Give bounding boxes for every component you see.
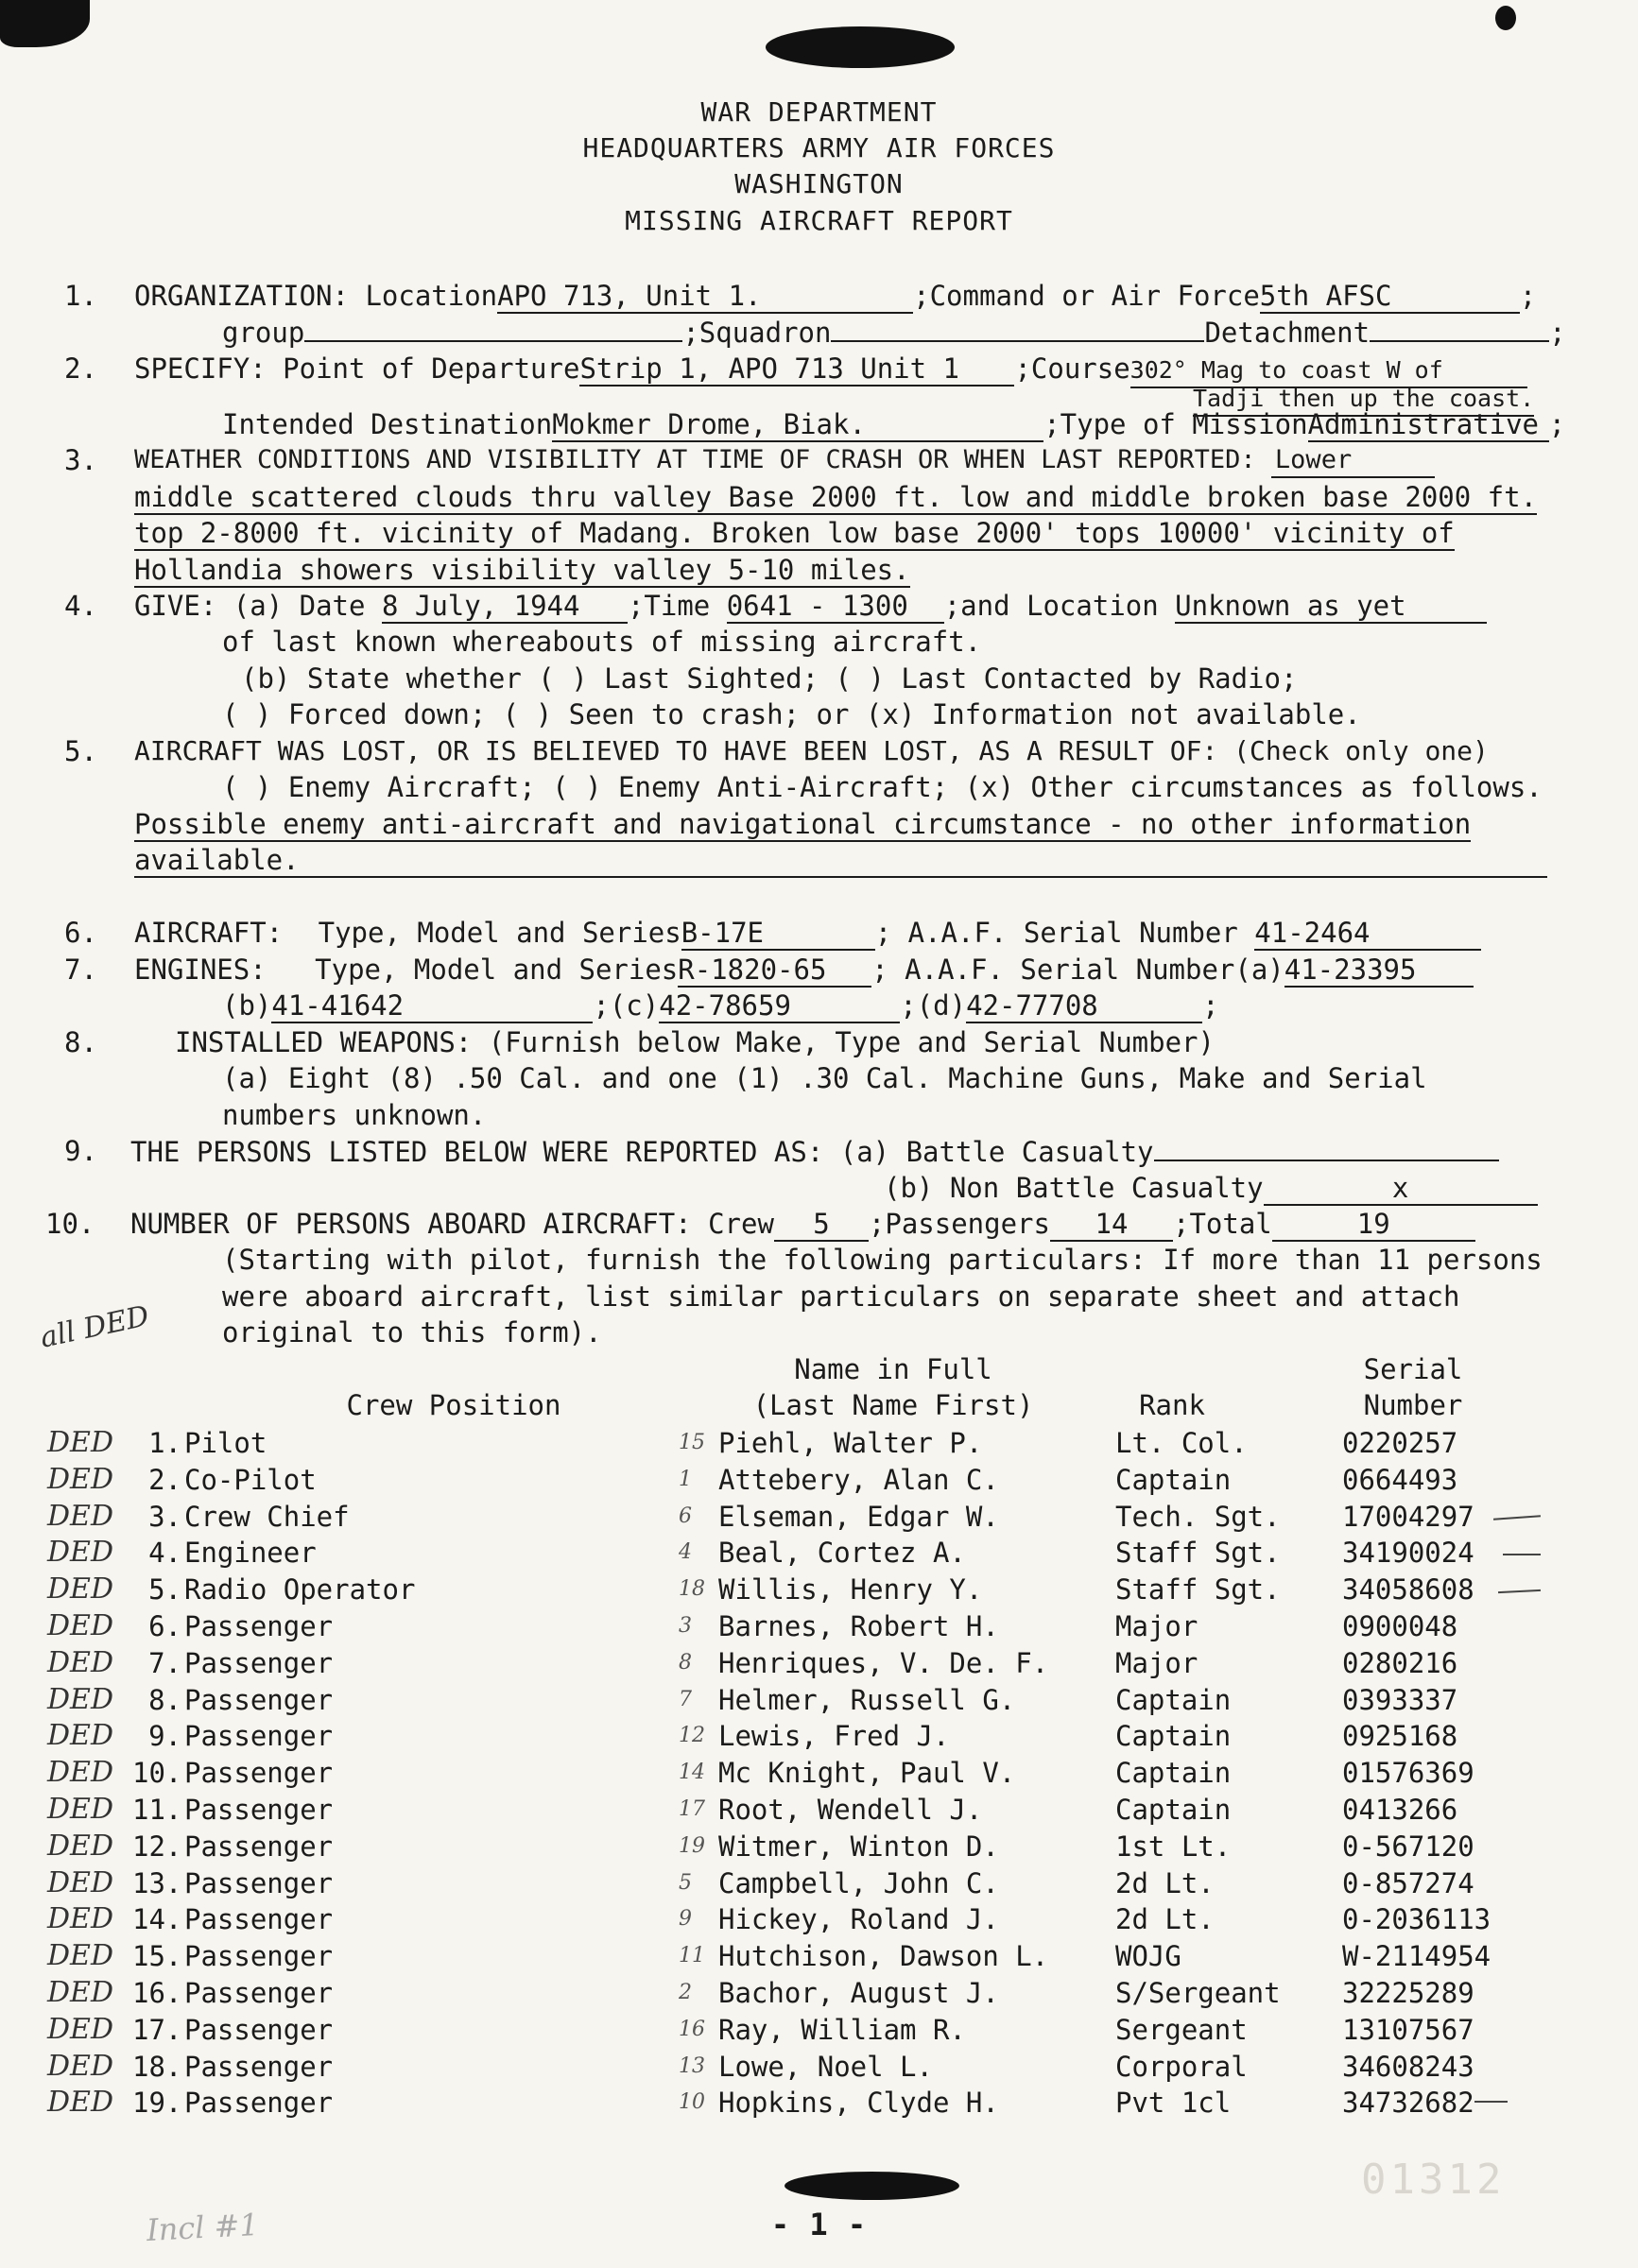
margin-note-all-ded: all DED xyxy=(37,1299,152,1355)
crew-serial: 0900048 xyxy=(1342,1610,1458,1642)
crew-name: Lewis, Fred J. xyxy=(718,1720,950,1752)
crew-rank: Corporal xyxy=(1115,2051,1248,2083)
crew-serial: 0925168 xyxy=(1342,1720,1458,1752)
row-number: 9. xyxy=(148,1720,181,1752)
row-mark: DED xyxy=(47,1609,114,1642)
engine-c-label: ;(c) xyxy=(593,989,660,1022)
item-7-label: ENGINES: xyxy=(134,954,267,986)
item-7-line-2: (b)41-41642 ;(c)42-78659 ;(d)42-77708 ; xyxy=(222,989,1219,1022)
weather-text-2-value: middle scattered clouds thru valley Base 2000 ft. low and middle broken base 2000 ft. xyxy=(134,481,1538,513)
header-name-1: Name in Full xyxy=(794,1353,992,1385)
crew-name: Lowe, Noel L. xyxy=(718,2051,933,2083)
course-continuation: Tadji then up the coast. xyxy=(1193,383,1534,417)
crew-rank: Lt. Col. xyxy=(1115,1427,1248,1459)
detachment-field xyxy=(1370,316,1549,342)
row-number: 15. xyxy=(132,1940,182,1972)
row-tick: 18 xyxy=(679,1577,705,1601)
crew-name: Elseman, Edgar W. xyxy=(718,1501,999,1533)
time-label: ;Time xyxy=(627,590,711,622)
item-10-number: 10. xyxy=(45,1208,95,1240)
crew-rank: Major xyxy=(1115,1647,1198,1679)
row-number: 13. xyxy=(132,1867,182,1899)
engine-serial-a: 41-23395 xyxy=(1285,954,1474,988)
crew-serial: 0664493 xyxy=(1342,1464,1458,1496)
row-mark: DED xyxy=(47,1683,114,1716)
date-field: 8 July, 1944 xyxy=(382,590,628,624)
crew-serial: 32225289 xyxy=(1342,1977,1474,2009)
item-1-line: ORGANIZATION: LocationAPO 713, Unit 1. ;Command or Air Force5th AFSC ; xyxy=(134,280,1537,312)
crew-name: Mc Knight, Paul V. xyxy=(718,1757,1016,1789)
row-mark: DED xyxy=(47,1866,114,1899)
nonbattle-label: (b) Non Battle Casualty xyxy=(884,1172,1264,1204)
row-mark: DED xyxy=(47,1976,114,2009)
row-number: 19. xyxy=(132,2087,182,2119)
crew-name: Hickey, Roland J. xyxy=(718,1903,999,1935)
pen-stroke xyxy=(1493,1515,1541,1520)
crew-name: Hopkins, Clyde H. xyxy=(718,2087,999,2119)
detachment-label: Detachment xyxy=(1204,317,1371,349)
weather-text-3 xyxy=(134,517,1455,549)
engine-type-field: R-1820-65 xyxy=(678,954,871,988)
aircraft-serial-field: 41-2464 xyxy=(1254,917,1481,951)
crew-position: Passenger xyxy=(184,2014,334,2046)
crew-position: Radio Operator xyxy=(184,1573,416,1606)
item-2-number: 2. xyxy=(64,352,97,385)
header-line-1: WAR DEPARTMENT xyxy=(700,96,938,128)
crew-serial: 0-567120 xyxy=(1342,1830,1474,1863)
item-4-line-3: (b) State whether ( ) Last Sighted; ( ) Last Contacted by Radio; xyxy=(241,662,1298,695)
battle-casualty-field xyxy=(1154,1135,1499,1161)
header-line-2: HEADQUARTERS ARMY AIR FORCES xyxy=(582,132,1056,163)
pen-stroke xyxy=(1474,2101,1508,2103)
item-10-label: NUMBER OF PERSONS ABOARD AIRCRAFT: Crew xyxy=(130,1208,774,1240)
row-number: 18. xyxy=(132,2051,182,2083)
item-9-line xyxy=(130,1135,1499,1168)
row-tick: 1 xyxy=(679,1468,692,1491)
group-field xyxy=(304,316,682,342)
row-tick: 9 xyxy=(679,1907,692,1931)
crew-position: Passenger xyxy=(184,1647,334,1679)
crew-rank: Captain xyxy=(1115,1684,1232,1716)
row-tick: 16 xyxy=(679,2018,705,2041)
crew-name: Henriques, V. De. F. xyxy=(718,1647,1049,1679)
crew-count: 5 xyxy=(774,1208,869,1242)
item-8-label: INSTALLED WEAPONS: (Furnish below Make, Type and Serial Number) xyxy=(175,1026,1215,1058)
crew-position: Passenger xyxy=(184,1940,334,1972)
row-mark: DED xyxy=(47,1939,114,1972)
row-mark: DED xyxy=(47,1756,114,1789)
row-mark: DED xyxy=(47,2050,114,2083)
command-label: ;Command or Air Force xyxy=(913,280,1260,312)
crew-serial: 34608243 xyxy=(1342,2051,1474,2083)
location-label: Location xyxy=(365,280,498,312)
item-8-line-3: numbers unknown. xyxy=(222,1099,487,1131)
weather-text-1: Lower xyxy=(1271,444,1435,478)
mission-label: ;Type of Mission xyxy=(1043,408,1308,440)
group-label: group xyxy=(222,317,305,349)
row-number: 12. xyxy=(132,1830,182,1863)
row-tick: 8 xyxy=(679,1651,692,1675)
engine-type-label: Type, Model and Series xyxy=(315,954,679,986)
departure-label: Point of Departure xyxy=(283,352,580,385)
crew-name: Barnes, Robert H. xyxy=(718,1610,999,1642)
page-number: - 1 - xyxy=(770,2207,868,2242)
row-tick: 13 xyxy=(679,2054,705,2078)
nonbattle-field: x xyxy=(1264,1172,1538,1206)
row-number: 16. xyxy=(132,1977,182,2009)
crew-rank: Captain xyxy=(1115,1720,1232,1752)
passengers-label: ;Passengers xyxy=(868,1208,1050,1240)
crew-position: Passenger xyxy=(184,1610,334,1642)
course-field: 302° Mag to coast W of xyxy=(1130,354,1527,388)
crew-position: Crew Chief xyxy=(184,1501,350,1533)
row-tick: 10 xyxy=(679,2090,705,2114)
crew-position: Engineer xyxy=(184,1537,317,1569)
row-mark: DED xyxy=(47,2086,114,2119)
row-tick: 4 xyxy=(679,1540,692,1564)
pen-stroke xyxy=(1498,1589,1541,1593)
crew-rank: Captain xyxy=(1115,1794,1232,1826)
item-3-line xyxy=(134,444,1435,478)
departure-field: Strip 1, APO 713 Unit 1 xyxy=(579,352,1014,387)
aircraft-type-label: Type, Model and Series xyxy=(318,917,681,949)
aircraft-serial-label: ; A.A.F. Serial Number xyxy=(874,917,1238,949)
row-number: 17. xyxy=(132,2014,182,2046)
command-field: 5th AFSC xyxy=(1260,280,1520,314)
pen-stroke xyxy=(1503,1554,1541,1555)
crew-position: Passenger xyxy=(184,1757,334,1789)
row-number: 8. xyxy=(148,1684,181,1716)
destination-field: Mokmer Drome, Biak. xyxy=(552,408,1043,442)
item-9-label: THE PERSONS LISTED BELOW WERE REPORTED AS: (a) Battle Casualty xyxy=(130,1136,1154,1168)
crew-name: Helmer, Russell G. xyxy=(718,1684,1016,1716)
crew-position: Passenger xyxy=(184,1794,334,1826)
row-tick: 14 xyxy=(679,1761,705,1784)
item-5-line-2: ( ) Enemy Aircraft; ( ) Enemy Anti-Aircraft; (x) Other circumstances as follows. xyxy=(222,771,1543,803)
crew-rank: Staff Sgt. xyxy=(1115,1573,1281,1606)
location-label-4: ;and Location xyxy=(943,590,1159,622)
crew-position: Passenger xyxy=(184,2087,334,2119)
crew-position: Passenger xyxy=(184,1903,334,1935)
crew-serial: 0393337 xyxy=(1342,1684,1458,1716)
row-mark: DED xyxy=(47,1572,114,1606)
crew-position: Passenger xyxy=(184,1977,334,2009)
item-5-circumstance-1: Possible enemy anti-aircraft and navigational circumstance - no other information xyxy=(134,808,1472,840)
row-tick: 15 xyxy=(679,1431,705,1454)
row-mark: DED xyxy=(47,1830,114,1863)
crew-serial: 34058608 xyxy=(1342,1573,1474,1606)
crew-name: Hutchison, Dawson L. xyxy=(718,1940,1049,1972)
crew-name: Piehl, Walter P. xyxy=(718,1427,983,1459)
inclosure-note: Incl #1 xyxy=(146,2206,260,2249)
crew-rank: Sergeant xyxy=(1115,2014,1248,2046)
row-mark: DED xyxy=(47,1500,114,1533)
squadron-field xyxy=(831,316,1204,342)
engine-serial-label: ; A.A.F. Serial Number(a) xyxy=(871,954,1285,986)
engine-serial-d: 42-77708 xyxy=(966,989,1202,1023)
date-label: (a) Date xyxy=(233,590,366,622)
item-7-line xyxy=(134,954,1474,988)
squadron-label: ;Squadron xyxy=(682,317,832,349)
row-tick: 3 xyxy=(679,1614,692,1638)
item-5-line-4 xyxy=(134,844,1547,878)
crew-rank: S/Sergeant xyxy=(1115,1977,1281,2009)
weather-text-3-value: top 2-8000 ft. vicinity of Madang. Broken low base 2000' tops 10000' vicinity of xyxy=(134,517,1455,549)
item-6-line xyxy=(134,917,1481,951)
item-5-circumstance-2: available. xyxy=(134,844,1547,878)
crew-serial: 0413266 xyxy=(1342,1794,1458,1826)
row-number: 2. xyxy=(148,1464,181,1496)
crew-rank: Captain xyxy=(1115,1464,1232,1496)
crew-position: Passenger xyxy=(184,2051,334,2083)
item-10-note-1: (Starting with pilot, furnish the following particulars: If more than 11 persons xyxy=(222,1244,1543,1276)
item-4-number: 4. xyxy=(64,590,97,622)
crew-rank: Pvt 1cl xyxy=(1115,2087,1232,2119)
row-mark: DED xyxy=(47,1793,114,1826)
course-label: ;Course xyxy=(1014,352,1130,385)
crew-rank: 2d Lt. xyxy=(1115,1867,1215,1899)
crew-rank: Major xyxy=(1115,1610,1198,1642)
passenger-count: 14 xyxy=(1050,1208,1173,1242)
engine-d-label: ;(d) xyxy=(900,989,967,1022)
scan-blot-top-center xyxy=(766,26,955,68)
row-mark: DED xyxy=(47,1536,114,1569)
crew-name: Attebery, Alan C. xyxy=(718,1464,999,1496)
crew-rank: Captain xyxy=(1115,1757,1232,1789)
item-9-line-2 xyxy=(884,1172,1538,1206)
row-mark: DED xyxy=(47,1719,114,1752)
item-4-label: GIVE: xyxy=(134,590,217,622)
item-10-line xyxy=(130,1208,1475,1242)
crew-name: Root, Wendell J. xyxy=(718,1794,983,1826)
item-6-label: AIRCRAFT: xyxy=(134,917,284,949)
crew-serial: 0280216 xyxy=(1342,1647,1458,1679)
item-5-number: 5. xyxy=(64,735,97,767)
crew-position: Passenger xyxy=(184,1830,334,1863)
scan-blot-top-left xyxy=(0,0,90,47)
crew-serial: W-2114954 xyxy=(1342,1940,1491,1972)
row-tick: 11 xyxy=(679,1944,705,1967)
crew-position: Passenger xyxy=(184,1867,334,1899)
row-mark: DED xyxy=(47,1646,114,1679)
weather-text-4 xyxy=(134,554,910,586)
weather-text-4-value: Hollandia showers visibility valley 5-10 miles. xyxy=(134,554,910,586)
crew-position: Passenger xyxy=(184,1684,334,1716)
row-tick: 2 xyxy=(679,1981,692,2004)
header-line-3: WASHINGTON xyxy=(734,168,904,199)
crew-position: Pilot xyxy=(184,1427,267,1459)
item-3-label: WEATHER CONDITIONS AND VISIBILITY AT TIME OF CRASH OR WHEN LAST REPORTED: xyxy=(134,445,1256,474)
item-2-label: SPECIFY: xyxy=(134,352,267,385)
scan-blot-bottom xyxy=(785,2172,959,2200)
engine-serial-b: 41-41642 xyxy=(271,989,593,1023)
item-10-note-3: original to this form). xyxy=(222,1316,602,1349)
item-1-label: ORGANIZATION: xyxy=(134,280,349,312)
location-field: APO 713, Unit 1. xyxy=(497,280,913,314)
item-9-number: 9. xyxy=(64,1135,97,1167)
row-tick: 17 xyxy=(679,1797,705,1821)
item-7-number: 7. xyxy=(64,954,97,986)
header-serial-1: Serial xyxy=(1363,1353,1463,1385)
header-title: MISSING AIRCRAFT REPORT xyxy=(625,205,1013,236)
item-4-line-2: of last known whereabouts of missing aircraft. xyxy=(222,626,982,658)
scan-blot-top-right xyxy=(1495,6,1516,30)
crew-name: Witmer, Winton D. xyxy=(718,1830,999,1863)
item-1-line-2: group ;Squadron Detachment ; xyxy=(222,317,1566,349)
last-location-field: Unknown as yet xyxy=(1175,590,1487,624)
item-2-line-2: Intended DestinationMokmer Drome, Biak. ;Type of MissionAdministrative ; xyxy=(222,408,1566,440)
row-number: 6. xyxy=(148,1610,181,1642)
row-number: 11. xyxy=(132,1794,182,1826)
crew-serial: 0-2036113 xyxy=(1342,1903,1491,1935)
crew-serial: 17004297 xyxy=(1342,1501,1474,1533)
row-mark: DED xyxy=(47,1426,114,1459)
item-8-line-2: (a) Eight (8) .50 Cal. and one (1) .30 Cal. Machine Guns, Make and Serial xyxy=(222,1062,1427,1094)
crew-name: Ray, William R. xyxy=(718,2014,966,2046)
row-number: 3. xyxy=(148,1501,181,1533)
faded-stamp: 01312 xyxy=(1361,2156,1506,2204)
item-1-number: 1. xyxy=(64,280,97,312)
crew-name: Beal, Cortez A. xyxy=(718,1537,966,1569)
row-mark: DED xyxy=(47,1463,114,1496)
row-mark: DED xyxy=(47,1902,114,1935)
header-serial-2: Number xyxy=(1363,1389,1463,1421)
row-tick: 7 xyxy=(679,1688,692,1711)
header-rank: Rank xyxy=(1139,1389,1205,1421)
crew-rank: 2d Lt. xyxy=(1115,1903,1215,1935)
time-field: 0641 - 1300 xyxy=(727,590,944,624)
crew-position: Co-Pilot xyxy=(184,1464,317,1496)
crew-rank: Staff Sgt. xyxy=(1115,1537,1281,1569)
crew-serial: 34732682 xyxy=(1342,2087,1474,2119)
crew-position: Passenger xyxy=(184,1720,334,1752)
total-count: 19 xyxy=(1272,1208,1475,1242)
crew-name: Willis, Henry Y. xyxy=(718,1573,983,1606)
engine-serial-c: 42-78659 xyxy=(659,989,900,1023)
crew-serial: 0-857274 xyxy=(1342,1867,1474,1899)
crew-name: Bachor, August J. xyxy=(718,1977,999,2009)
aircraft-type-field: B-17E xyxy=(681,917,875,951)
mission-field: Administrative xyxy=(1308,408,1549,442)
row-tick: 12 xyxy=(679,1724,705,1747)
header-crew-position: Crew Position xyxy=(346,1389,561,1421)
row-tick: 19 xyxy=(679,1834,705,1858)
crew-name: Campbell, John C. xyxy=(718,1867,999,1899)
item-4-line-4: ( ) Forced down; ( ) Seen to crash; or (x) Information not available. xyxy=(222,698,1361,730)
crew-serial: 13107567 xyxy=(1342,2014,1474,2046)
item-5-label: AIRCRAFT WAS LOST, OR IS BELIEVED TO HAVE BEEN LOST, AS A RESULT OF: (Check only one) xyxy=(134,735,1489,766)
row-number: 4. xyxy=(148,1537,181,1569)
row-number: 5. xyxy=(148,1573,181,1606)
row-tick: 5 xyxy=(679,1871,692,1895)
item-5-line-3 xyxy=(134,808,1471,840)
crew-rank: 1st Lt. xyxy=(1115,1830,1232,1863)
header-name-2: (Last Name First) xyxy=(752,1389,1034,1421)
item-3-number: 3. xyxy=(64,444,97,476)
row-number: 1. xyxy=(148,1427,181,1459)
crew-serial: 01576369 xyxy=(1342,1757,1474,1789)
item-4-line xyxy=(134,590,1487,624)
item-6-number: 6. xyxy=(64,917,97,949)
item-10-note-2: were aboard aircraft, list similar particulars on separate sheet and attach xyxy=(222,1280,1460,1313)
weather-text-2 xyxy=(134,481,1537,513)
row-mark: DED xyxy=(47,2013,114,2046)
crew-rank: WOJG xyxy=(1115,1940,1181,1972)
row-number: 14. xyxy=(132,1903,182,1935)
crew-serial: 0220257 xyxy=(1342,1427,1458,1459)
item-8-number: 8. xyxy=(64,1026,97,1058)
crew-rank: Tech. Sgt. xyxy=(1115,1501,1281,1533)
total-label: ;Total xyxy=(1172,1208,1272,1240)
row-number: 10. xyxy=(132,1757,182,1789)
destination-label: Intended Destination xyxy=(222,408,553,440)
row-tick: 6 xyxy=(679,1504,692,1528)
crew-serial: 34190024 xyxy=(1342,1537,1474,1569)
engine-b-label: (b) xyxy=(222,989,272,1022)
row-number: 7. xyxy=(148,1647,181,1679)
